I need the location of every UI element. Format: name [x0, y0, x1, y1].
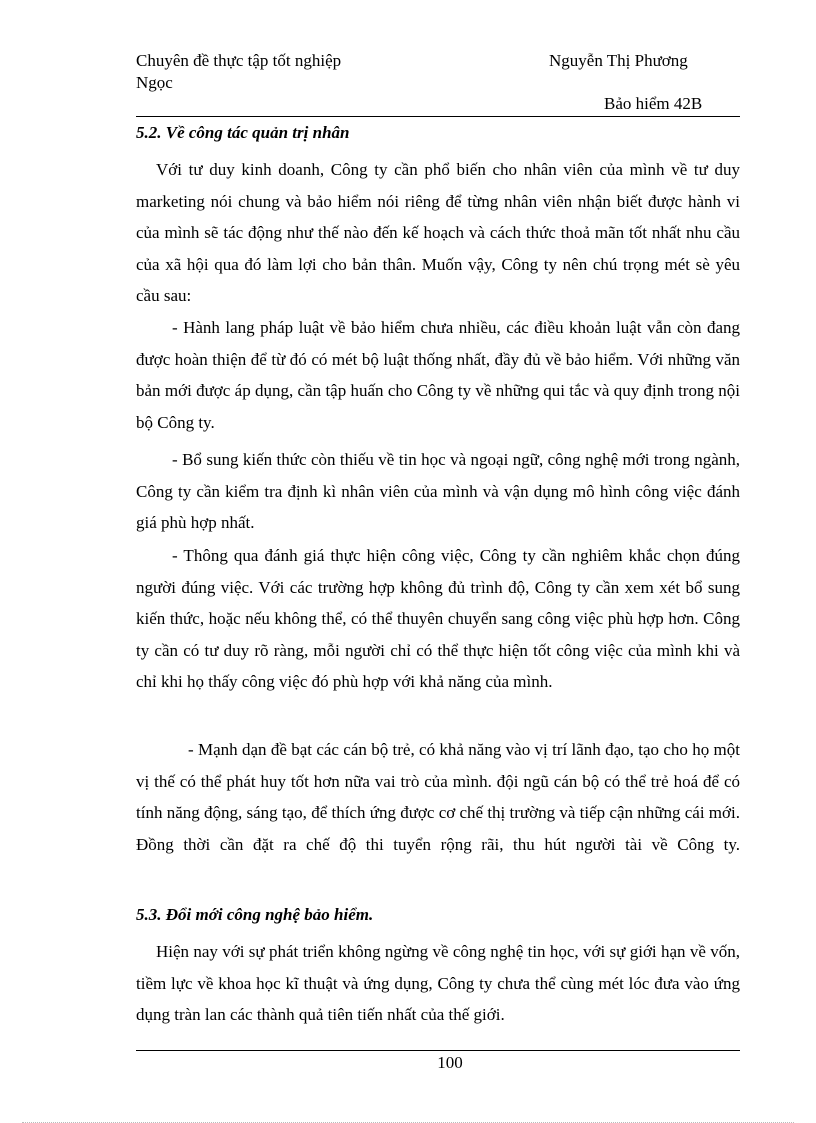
section-5-2-bullet-3: - Thông qua đánh giá thực hiện công việc, Công ty cần nghiêm khắc chọn đúng người đúng việc. Với các trường hợp không đủ trình độ, Công ty cần xem xét bổ sung kiến thức, hoặc nếu không thể, có thể thuyên chuyển sang công việc phù hợp hơn. Công ty cần có tư duy rõ ràng, mỗi người chỉ có thể thực hiện tốt công việc của mình khi và chỉ khi họ thấy công việc đó phù hợp với khả năng của mình.	[136, 546, 740, 691]
header-author: Nguyễn Thị Phương	[549, 51, 688, 70]
section-5-3-title: 5.3. Đổi mới công nghệ bảo hiểm.	[136, 905, 374, 924]
header-class: Bảo hiểm 42B	[604, 94, 703, 113]
section-5-2-intro: Với tư duy kinh doanh, Công ty cần phổ biến cho nhân viên của mình về tư duy marketing nói chung và bảo hiểm nói riêng để từng nhân viên nhận biết được hành vi của mình sẽ tác động như thế nào đến kế hoạch và cách thức thoả mãn tốt nhất nhu cầu của xã hội qua đó làm lợi cho bản thân. Muốn vậy, Công ty nên chú trọng mét sè yêu cầu sau:	[136, 160, 740, 305]
section-5-2-bullet-2: - Bổ sung kiến thức còn thiếu về tin học và ngoại ngữ, công nghệ mới trong ngành, Công ty cần kiểm tra định kì nhân viên của mình và vận dụng mô hình công việc đánh giá phù hợp nhất.	[136, 450, 740, 532]
footer-rule	[136, 1050, 740, 1051]
section-5-2-bullet-1: - Hành lang pháp luật về bảo hiểm chưa nhiều, các điều khoản luật vẫn còn đang được hoàn thiện để từ đó có mét bộ luật thống nhất, đầy đủ về bảo hiểm. Với những văn bản mới được áp dụng, cần tập huấn cho Công ty về những qui tắc và quy định trong nội bộ Công ty.	[136, 318, 740, 432]
section-5-3-body: Hiện nay với sự phát triển không ngừng về công nghệ tin học, với sự giới hạn về vốn, tiềm lực về khoa học kĩ thuật và ứng dụng, Công ty chưa thể cùng mét lóc đưa vào ứng dụng tràn lan các thành quả tiên tiến nhất của thế giới.	[136, 942, 740, 1024]
page-number: 100	[437, 1053, 463, 1072]
section-5-2-title: 5.2. Về công tác quản trị nhân	[136, 123, 350, 142]
header-left: Chuyên đề thực tập tốt nghiệp Ngọc	[136, 51, 342, 92]
section-5-2-bullet-4: - Mạnh dạn đề bạt các cán bộ trẻ, có khả năng vào vị trí lãnh đạo, tạo cho họ một vị thế có thể phát huy tốt hơn nữa vai trò của mình. đội ngũ cán bộ có thể trẻ hoá để có tính năng động, sáng tạo, để thích ứng được cơ chế thị trường và tiếp cận những cái mới. Đồng thời cần đặt ra chế độ thi tuyển rộng rãi, thu hút người tài về Công ty.	[136, 740, 740, 854]
header-rule	[136, 116, 740, 117]
